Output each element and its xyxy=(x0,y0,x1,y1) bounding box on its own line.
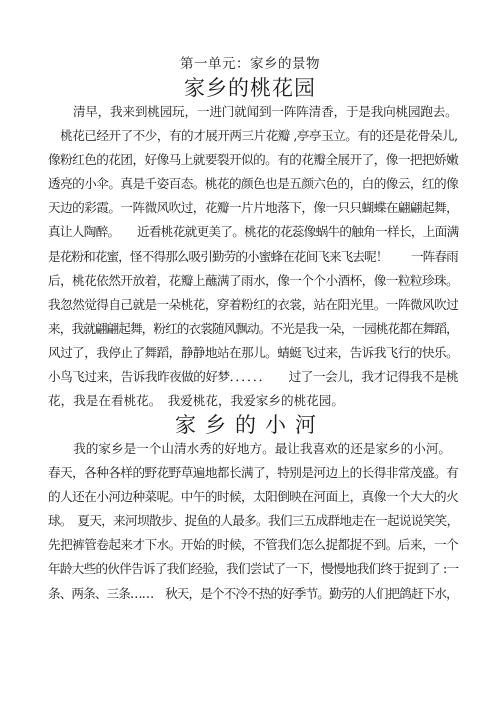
text-line: 天边的彩霞。一阵微风吹过，花瓣一片片地落下，像一只只蝴蝶在翩翩起舞， xyxy=(48,200,459,216)
text-line: 先把裤管卷起来才下水。开始的时候，不管我们怎么捉都捉不到。后来，一个 xyxy=(48,537,459,553)
essay-title-peach-garden: 家乡的桃花园 xyxy=(184,76,316,100)
text-line: 小鸟飞过来，告诉我昨夜做的好梦．．．．．． 过了一会儿，我才记得我不是桃 xyxy=(48,369,459,385)
essay-body-peach-garden xyxy=(48,100,458,413)
text-line: 我的家乡是一个山清水秀的好地方。最让我喜欢的还是家乡的小河。 xyxy=(48,441,451,456)
text-line: 风过了，我停止了舞蹈，静静地站在那儿。蜻蜓飞过来，告诉我飞行的快乐。 xyxy=(48,344,459,360)
text-line: 球。 夏天，来河坝散步、捉鱼的人最多。我们三五成群地走在一起说说笑笑， xyxy=(48,513,459,529)
text-line: 来，我就翩翩起舞，粉红的衣裳随风飘动。不光是我一朵，一园桃花都在舞蹈， xyxy=(48,320,458,336)
text-line: 像粉红色的花团，好像马上就要裂开似的。有的花瓣全展开了，像一把把娇嫩 xyxy=(48,152,459,168)
essay-title-small-river: 家乡的小河 xyxy=(175,413,325,437)
text-line: 年龄大些的伙伴告诉了我们经验，我们尝试了一下，慢慢地我们终于捉到了 :一 xyxy=(48,561,459,577)
text-line: 花，我是在看桃花。 我爱桃花，我爱家乡的桃花园。 xyxy=(48,393,344,409)
text-line: 后，桃花依然开放着，花瓣上蘸满了雨水，像一个个小酒杯，像一粒粒珍珠。 xyxy=(48,272,459,288)
text-line: 的人还在小河边种菜呢。中午的时候，太阳倒映在河面上，真像一个大大的火 xyxy=(48,489,459,505)
text-line: 春天，各种各样的野花野草遍地都长满了，特别是河边上的长得非常茂盛。有 xyxy=(48,465,459,481)
essay-body-small-river xyxy=(48,437,458,606)
text-line: 清早，我来到桃园玩，一进门就闻到一阵阵清香，于是我向桃园跑去。 xyxy=(48,104,458,119)
text-line: 是花粉和花蜜，怪不得那么吸引勤劳的小蜜蜂在花间飞来飞去呢！ 一阵春雨 xyxy=(48,248,458,264)
text-line: 我忽然觉得自己就是一朵桃花，穿着粉红的衣裳，站在阳光里。一阵微风吹过 xyxy=(48,296,459,312)
text-line: 桃花已经开了不少，有的才展开两三片花瓣 ,亭亭玉立。有的还是花骨朵儿, xyxy=(48,128,458,144)
text-line: 真让人陶醉。 近看桃花就更美了。桃花的花蕊像蜗牛的触角一样长，上面满 xyxy=(48,224,459,240)
text-line: 透亮的小伞。真是千姿百态。桃花的颜色也是五颜六色的，白的像云，红的像 xyxy=(48,176,459,192)
text-line: 条、两条、三条…… 秋天，是个不冷不热的好季节。勤劳的人们把鸽赶下水， xyxy=(48,585,458,601)
unit-title: 第一单元：家乡的景物 xyxy=(180,56,320,72)
